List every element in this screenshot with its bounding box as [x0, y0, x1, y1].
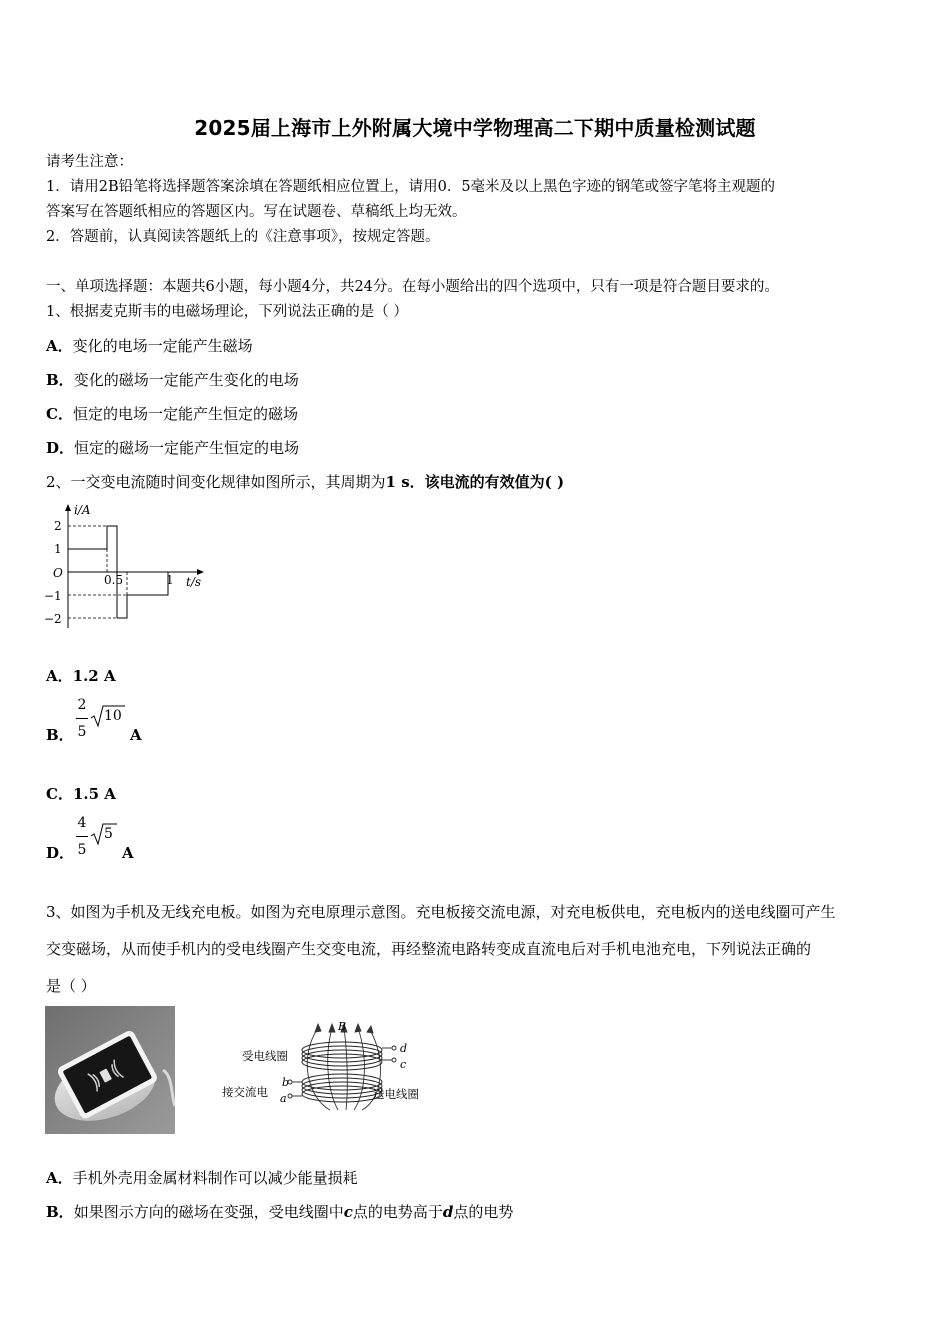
q3-option-b — [46, 1202, 513, 1222]
q3-stem-line-1: 3、如图为手机及无线充电板。如图为充电原理示意图。充电板接交流电源，对充电板供电，充电板内的送电线圈可产生 — [46, 903, 836, 921]
q2-option-d-denominator: 5 — [77, 842, 87, 858]
current-time-graph — [40, 500, 220, 635]
x-tick-1: 1 — [166, 573, 174, 587]
point-c: c — [343, 1203, 353, 1221]
y-tick-2: 2 — [54, 519, 62, 533]
q1-stem: 1、根据麦克斯韦的电磁场理论，下列说法正确的是（ ） — [46, 304, 408, 320]
q1-option-a — [46, 336, 253, 356]
q1-option-label: C． — [46, 405, 73, 423]
notice-heading: 请考生注意： — [46, 154, 133, 170]
q2-stem-value: 1 s．该电流的有效值为( ) — [385, 473, 565, 491]
label-d: d — [400, 1042, 408, 1055]
q2-option-b-denominator: 5 — [77, 724, 87, 740]
q2-option-b-unit: A — [130, 726, 142, 744]
q3-option-label: B． — [46, 1203, 74, 1221]
page-title: 2025届上海市上外附属大境中学物理高二下期中质量检测试题 — [194, 116, 756, 140]
q3-stem-line-3: 是（ ） — [46, 977, 96, 995]
label-b: b — [282, 1076, 290, 1089]
q3-option-text: 点的电势 — [453, 1203, 514, 1221]
q2-option-text: 1.5 A — [72, 785, 116, 803]
q2-option-label: A． — [46, 667, 73, 685]
receiving-coil — [302, 1042, 382, 1070]
q2-option-b-label: B． — [46, 726, 74, 744]
q1-option-text: 恒定的电场一定能产生恒定的磁场 — [72, 405, 298, 423]
magnetic-field-lines — [307, 1024, 380, 1110]
q2-option-b-radicand: 10 — [104, 708, 122, 724]
q2-option-d-label: D． — [46, 844, 75, 862]
label-ac-source: 接交流电 — [222, 1085, 268, 1099]
notice-line-2: 2．答题前，认真阅读答题纸上的《注意事项》，按规定答题。 — [46, 229, 440, 245]
q2-option-label: C． — [46, 785, 73, 803]
fraction-bar — [76, 718, 88, 719]
q2-stem-text: 2、一交变电流随时间变化规律如图所示，其周期为 — [46, 473, 386, 491]
q3-option-text: 如果图示方向的磁场在变强，受电线圈中 — [73, 1203, 344, 1221]
y-tick-neg2: −2 — [44, 612, 62, 626]
label-a: a — [280, 1092, 287, 1105]
q1-option-text: 变化的电场一定能产生磁场 — [72, 337, 253, 355]
q3-option-text: 手机外壳用金属材料制作可以减少能量损耗 — [72, 1169, 358, 1187]
notice-line-1b: 答案写在答题纸相应的答题区内。写在试题卷、草稿纸上均无效。 — [46, 204, 467, 220]
x-tick-0-5: 0.5 — [104, 573, 124, 587]
q3-option-text: 点的电势高于 — [352, 1203, 443, 1221]
y-axis-label: i/A — [74, 503, 91, 517]
sending-coil — [302, 1074, 382, 1102]
q2-option-d-unit: A — [122, 844, 134, 862]
section-heading: 一、单项选择题：本题共6小题，每小题4分，共24分。在每小题给出的四个选项中，只有一项是符合题目要求的。 — [46, 279, 779, 295]
q2-option-d-numerator: 4 — [77, 815, 87, 831]
q2-option-b-numerator: 2 — [77, 697, 87, 713]
q3-option-a — [46, 1168, 358, 1188]
label-receiving-coil: 受电线圈 — [242, 1049, 288, 1063]
q2-option-c — [46, 784, 116, 804]
origin-label: O — [53, 566, 63, 580]
q1-option-label: B． — [46, 371, 74, 389]
x-axis-label: t/s — [186, 575, 202, 589]
q1-option-text: 恒定的磁场一定能产生恒定的电场 — [74, 439, 300, 457]
q1-option-d — [46, 438, 299, 458]
q3-option-label: A． — [46, 1169, 73, 1187]
q2-option-a — [46, 666, 116, 686]
q1-option-c — [46, 404, 298, 424]
q1-option-text: 变化的磁场一定能产生变化的电场 — [73, 371, 299, 389]
y-axis-arrow — [65, 504, 71, 511]
q1-option-label: D． — [46, 439, 75, 457]
notice-line-1a: 1．请用2B铅笔将选择题答案涂填在答题纸相应位置上，请用0．5毫米及以上黑色字迹的钢笔或签字笔将主观题的 — [46, 179, 776, 195]
fraction-bar — [76, 836, 88, 837]
y-tick-neg1: −1 — [44, 589, 62, 603]
q2-stem — [46, 472, 564, 492]
q1-option-b — [46, 370, 299, 390]
point-d: d — [442, 1203, 454, 1221]
q1-option-label: A． — [46, 337, 73, 355]
coil-principle-diagram — [220, 1018, 430, 1118]
q2-option-d-radicand: 5 — [104, 826, 113, 842]
label-sending-coil: 送电线圈 — [373, 1087, 419, 1101]
q3-stem-line-2: 交变磁场，从而使手机内的受电线圈产生交变电流，再经整流电路转变成直流电后对手机电池充电，下列说法正确的 — [46, 940, 812, 958]
phone-charging-photo — [45, 1006, 175, 1134]
label-c: c — [400, 1058, 407, 1071]
label-B: B — [338, 1020, 347, 1033]
q2-option-text: 1.2 A — [72, 667, 116, 685]
y-tick-1: 1 — [54, 542, 62, 556]
